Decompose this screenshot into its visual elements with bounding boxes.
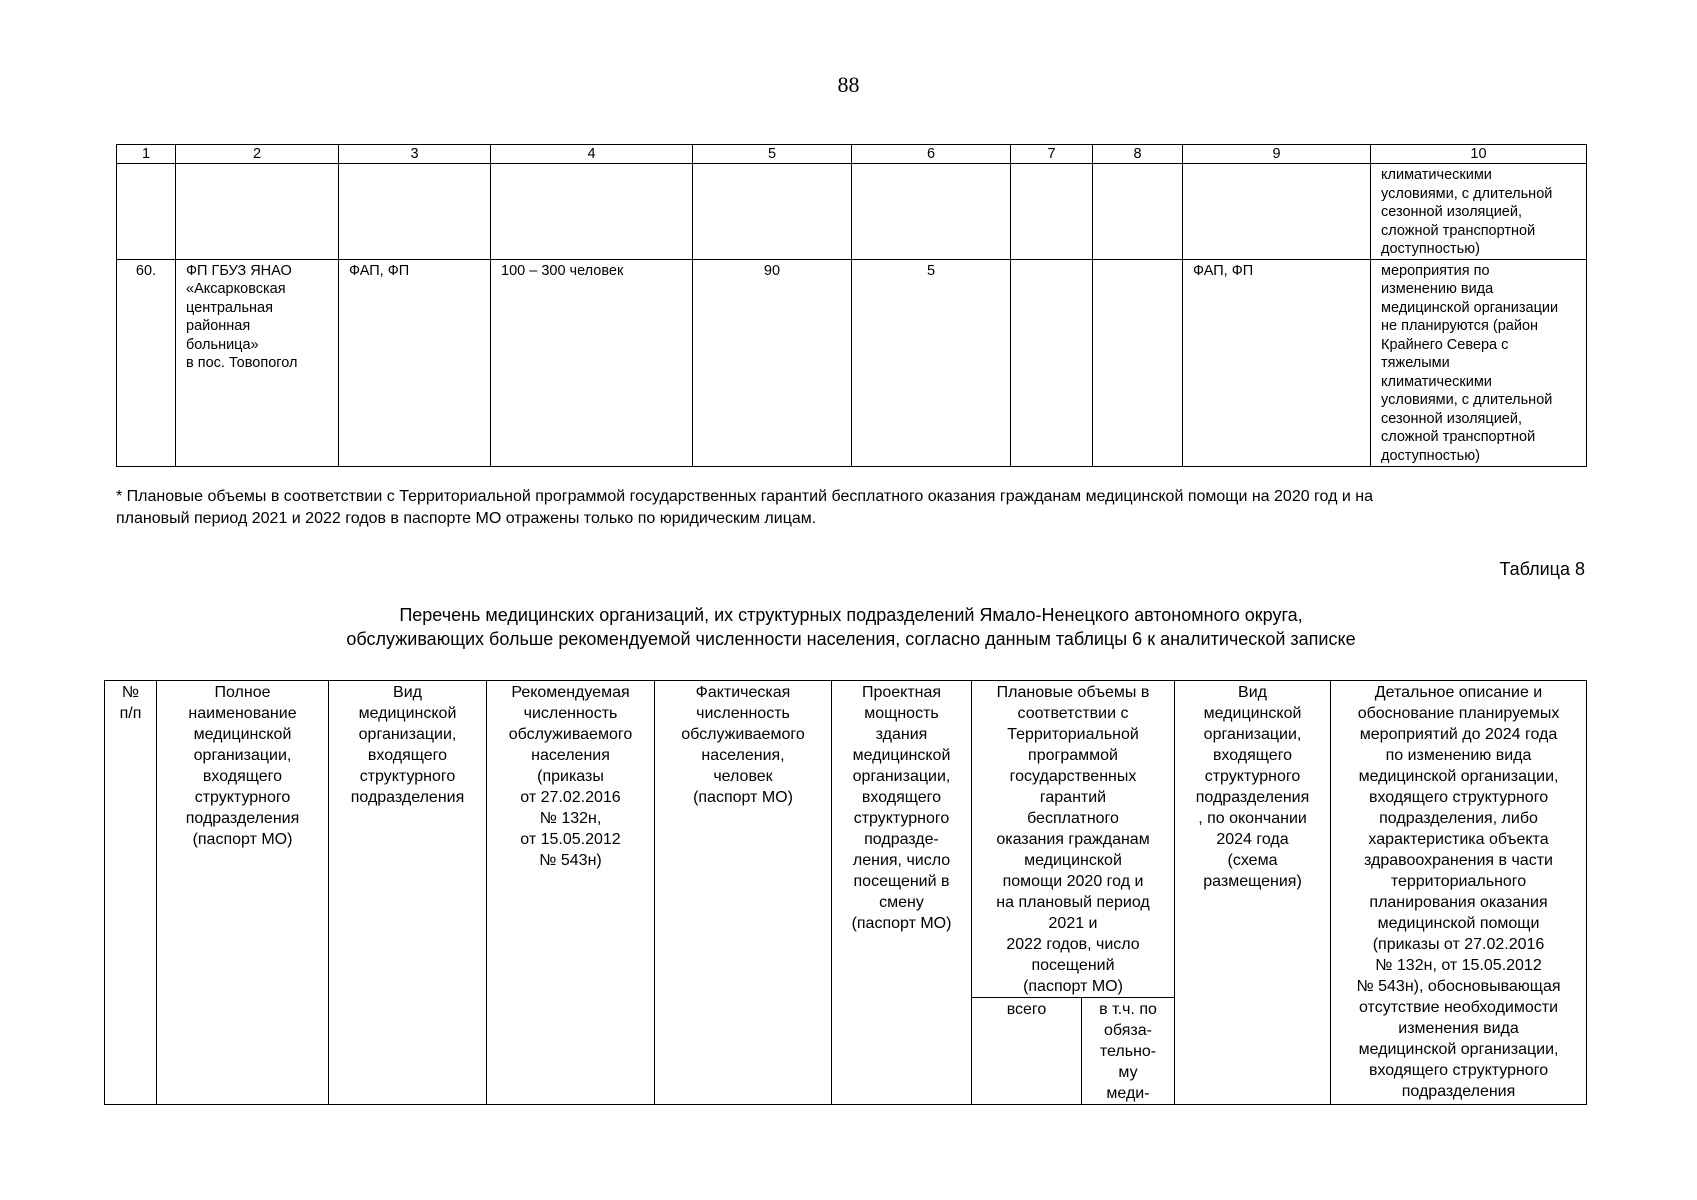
description-cell: климатическими условиями, с длительной сезонной изоляцией, сложной транспортной доступностью) [1371,164,1587,260]
organization-type: ФАП, ФП [339,259,491,466]
table-title: Перечень медицинских организаций, их структурных подразделений Ямало-Ненецкого автономного округа, обслуживающих больше рекомендуемой численности населения, согласно данным таблицы 6 к аналитической записке [346,605,1356,649]
header-recommended-population: Рекомендуемая численность обслуживаемого населения (приказы от 27.02.2016 № 132н, от 15.05.2012 № 543н) [487,681,655,1105]
column-number: 2 [176,145,339,164]
column-number: 9 [1183,145,1371,164]
header-planned-total: всего [972,998,1082,1105]
header-planned-mandatory: в т.ч. по обяза- тельно- му меди- [1082,998,1175,1105]
header-row [105,681,1587,998]
column-number: 1 [117,145,176,164]
footnote: * Плановые объемы в соответствии с Территориальной программой государственных гарантий бесплатного оказания гражданам медицинской помощи на 2020 год и на плановый период 2021 и 2022 годов в паспорте МО отражены только по юридическим лицам. [116,488,1373,527]
row-number: 60. [117,259,176,466]
header-organization-type: Вид медицинской организации, входящего структурного подразделения [329,681,487,1105]
organization-type-2024: ФАП, ФП [1183,259,1371,466]
header-number: № п/п [105,681,157,1105]
table-label: Таблица 8 [1499,559,1585,579]
table-row [117,259,1587,466]
table-8-header [104,680,1587,1105]
column-number: 4 [491,145,693,164]
header-organization-name: Полное наименование медицинской организации, входящего структурного подразделения (паспорт МО) [157,681,329,1105]
recommended-population: 100 – 300 человек [491,259,693,466]
description-cell: мероприятия по изменению вида медицинской организации не планируются (район Крайнего Севера с тяжелыми климатическими условиями, с длительной сезонной изоляцией, сложной транспортной доступностью) [1371,259,1587,466]
actual-population: 90 [693,259,852,466]
planned-total [1011,259,1093,466]
column-number: 3 [339,145,491,164]
column-number: 7 [1011,145,1093,164]
table-continuation [116,144,1587,467]
header-planned-volumes: Плановые объемы в соответствии с Территориальной программой государственных гарантий бесплатного оказания гражданам медицинской помощи 2020 год и на плановый период 2021 и 2022 годов, число посещений (паспорт МО) [972,681,1175,998]
column-number: 5 [693,145,852,164]
design-capacity: 5 [852,259,1011,466]
header-design-capacity: Проектная мощность здания медицинской организации, входящего структурного подразде- ления, число посещений в смену (паспорт МО) [832,681,972,1105]
table-row-continuation [117,164,1587,260]
column-number-row [117,145,1587,164]
column-number: 10 [1371,145,1587,164]
header-organization-type-2024: Вид медицинской организации, входящего структурного подразделения , по окончании 2024 года (схема размещения) [1175,681,1331,1105]
planned-mandatory [1093,259,1183,466]
page-number: 88 [837,72,860,97]
column-number: 6 [852,145,1011,164]
header-description: Детальное описание и обоснование планируемых мероприятий до 2024 года по изменению вида медицинской организации, входящего структурного подразделения, либо характеристика объекта здравоохранения в части территориального планирования оказания медицинской помощи (приказы от 27.02.2016 № 132н, от 15.05.2012 № 543н), обосновывающая отсутствие необходимости изменения вида медицинской организации, входящего структурного подразделения [1331,681,1587,1105]
header-actual-population: Фактическая численность обслуживаемого населения, человек (паспорт МО) [655,681,832,1105]
organization-name: ФП ГБУЗ ЯНАО «Аксарковская центральная районная больница» в пос. Товопогол [176,259,339,466]
column-number: 8 [1093,145,1183,164]
